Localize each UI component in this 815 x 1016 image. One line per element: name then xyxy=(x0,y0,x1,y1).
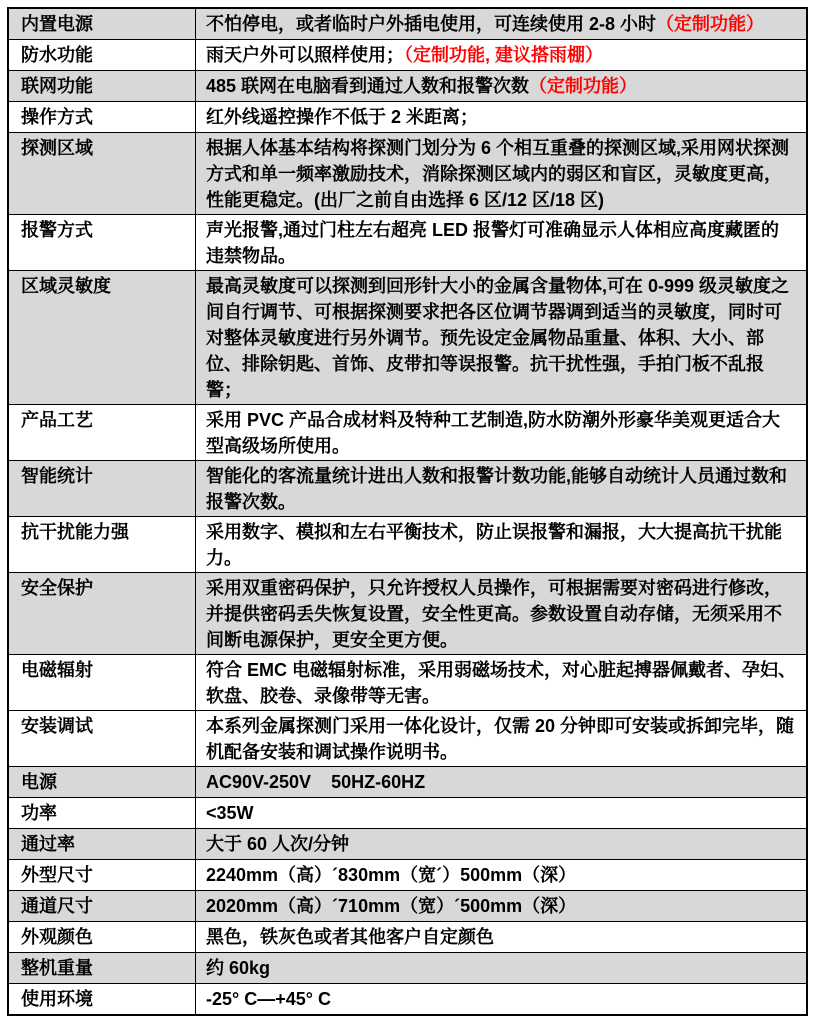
spec-value-text: 声光报警,通过门柱左右超亮 LED 报警灯可准确显示人体相应高度藏匿的违禁物品。 xyxy=(206,220,779,266)
table-row xyxy=(9,655,806,711)
product-spec-table xyxy=(7,7,808,1016)
table-row xyxy=(9,215,806,271)
table-row xyxy=(9,133,806,215)
spec-value-cell xyxy=(196,655,806,710)
spec-value-text: 符合 EMC 电磁辐射标准，采用弱磁场技术，对心脏起搏器佩戴者、孕妇、软盘、胶卷、录像带等无害。 xyxy=(206,660,796,706)
spec-name-cell: 功率 xyxy=(9,798,196,828)
spec-value-cell xyxy=(196,405,806,460)
spec-name-cell: 抗干扰能力强 xyxy=(9,517,196,572)
spec-value-text: <35W xyxy=(206,803,254,823)
table-row xyxy=(9,102,806,133)
spec-value-text: 不怕停电，或者临时户外插电使用，可连续使用 2-8 小时 xyxy=(206,14,657,34)
spec-value-cell xyxy=(196,9,806,39)
spec-name-cell: 使用环境 xyxy=(9,984,196,1014)
spec-name-cell: 电磁辐射 xyxy=(9,655,196,710)
table-row xyxy=(9,9,806,40)
table-row xyxy=(9,798,806,829)
spec-name-cell: 整机重量 xyxy=(9,953,196,983)
spec-value-text: 大于 60 人次/分钟 xyxy=(206,834,350,854)
spec-value-cell xyxy=(196,891,806,921)
spec-value-text: 485 联网在电脑看到通过人数和报警次数 xyxy=(206,76,530,96)
table-row xyxy=(9,71,806,102)
spec-value-cell xyxy=(196,984,806,1014)
spec-value-text: 最高灵敏度可以探测到回形针大小的金属含量物体,可在 0-999 级灵敏度之间自行调节、可根据探测要求把各区位调节器调到适当的灵敏度，同时可对整体灵敏度进行另外调节。预先设定金属物品重量、体积、大小、部位、排除钥匙、首饰、皮带扣等误报警。抗干扰性强，手拍门板不乱报警； xyxy=(206,276,790,400)
spec-value-cell xyxy=(196,102,806,132)
spec-value-text: 2020mm（高）´710mm（宽）´500mm（深） xyxy=(206,896,577,916)
table-row xyxy=(9,984,806,1014)
spec-name-cell: 通过率 xyxy=(9,829,196,859)
spec-name-cell: 通道尺寸 xyxy=(9,891,196,921)
spec-value-highlight: （定制功能, 建议搭雨棚） xyxy=(404,45,604,65)
spec-value-cell xyxy=(196,711,806,766)
table-row xyxy=(9,711,806,767)
spec-value-text: 雨天户外可以照样使用； xyxy=(206,45,404,65)
spec-value-cell xyxy=(196,829,806,859)
table-row xyxy=(9,922,806,953)
spec-value-text: 黑色，铁灰色或者其他客户自定颜色 xyxy=(206,927,494,947)
spec-value-text: 2240mm（高）´830mm（宽´）500mm（深） xyxy=(206,865,577,885)
spec-name-cell: 防水功能 xyxy=(9,40,196,70)
table-row xyxy=(9,573,806,655)
spec-value-cell xyxy=(196,461,806,516)
table-row xyxy=(9,860,806,891)
spec-value-text: 采用数字、模拟和左右平衡技术，防止误报警和漏报，大大提高抗干扰能力。 xyxy=(206,522,782,568)
spec-value-text: -25° C—+45° C xyxy=(206,989,331,1009)
spec-name-cell: 操作方式 xyxy=(9,102,196,132)
spec-value-cell xyxy=(196,71,806,101)
spec-value-cell xyxy=(196,767,806,797)
spec-name-cell: 电源 xyxy=(9,767,196,797)
spec-value-text: 约 60kg xyxy=(206,958,271,978)
spec-value-cell xyxy=(196,860,806,890)
spec-name-cell: 探测区域 xyxy=(9,133,196,214)
spec-name-cell: 外型尺寸 xyxy=(9,860,196,890)
spec-value-cell xyxy=(196,517,806,572)
spec-value-text: 智能化的客流量统计进出人数和报警计数功能,能够自动统计人员通过数和报警次数。 xyxy=(206,466,787,512)
spec-name-cell: 安装调试 xyxy=(9,711,196,766)
spec-value-cell xyxy=(196,40,806,70)
table-row xyxy=(9,40,806,71)
spec-name-cell: 安全保护 xyxy=(9,573,196,654)
table-row xyxy=(9,271,806,405)
spec-value-text: 采用双重密码保护，只允许授权人员操作，可根据需要对密码进行修改，并提供密码丢失恢复设置，安全性更高。参数设置自动存储，无须采用不间断电源保护，更安全更方便。 xyxy=(206,578,782,650)
spec-value-text: AC90V-250V 50HZ-60HZ xyxy=(206,772,426,792)
spec-value-text: 红外线遥控操作不低于 2 米距离； xyxy=(206,107,479,127)
table-row xyxy=(9,829,806,860)
table-row xyxy=(9,767,806,798)
spec-value-cell xyxy=(196,922,806,952)
spec-value-text: 采用 PVC 产品合成材料及特种工艺制造,防水防潮外形豪华美观更适合大型高级场所使用。 xyxy=(206,410,781,456)
table-row xyxy=(9,461,806,517)
table-row xyxy=(9,891,806,922)
spec-name-cell: 内置电源 xyxy=(9,9,196,39)
spec-name-cell: 产品工艺 xyxy=(9,405,196,460)
spec-value-text: 本系列金属探测门采用一体化设计，仅需 20 分钟即可安装或拆卸完毕，随机配备安装和调试操作说明书。 xyxy=(206,716,795,762)
spec-name-cell: 报警方式 xyxy=(9,215,196,270)
spec-name-cell: 联网功能 xyxy=(9,71,196,101)
table-row xyxy=(9,405,806,461)
spec-value-highlight: （定制功能） xyxy=(656,14,765,34)
spec-name-cell: 外观颜色 xyxy=(9,922,196,952)
spec-value-text: 根据人体基本结构将探测门划分为 6 个相互重叠的探测区域,采用网状探测方式和单一频率激励技术，消除探测区域内的弱区和盲区，灵敏度更高，性能更稳定。(出厂之前自由选择 6 区/12 区/18 区) xyxy=(206,138,790,210)
table-row xyxy=(9,517,806,573)
spec-value-cell xyxy=(196,573,806,654)
spec-value-highlight: （定制功能） xyxy=(529,76,638,96)
spec-value-cell xyxy=(196,215,806,270)
spec-value-cell xyxy=(196,271,806,404)
spec-value-cell xyxy=(196,798,806,828)
spec-value-cell xyxy=(196,133,806,214)
spec-value-cell xyxy=(196,953,806,983)
spec-name-cell: 区域灵敏度 xyxy=(9,271,196,404)
spec-name-cell: 智能统计 xyxy=(9,461,196,516)
table-row xyxy=(9,953,806,984)
